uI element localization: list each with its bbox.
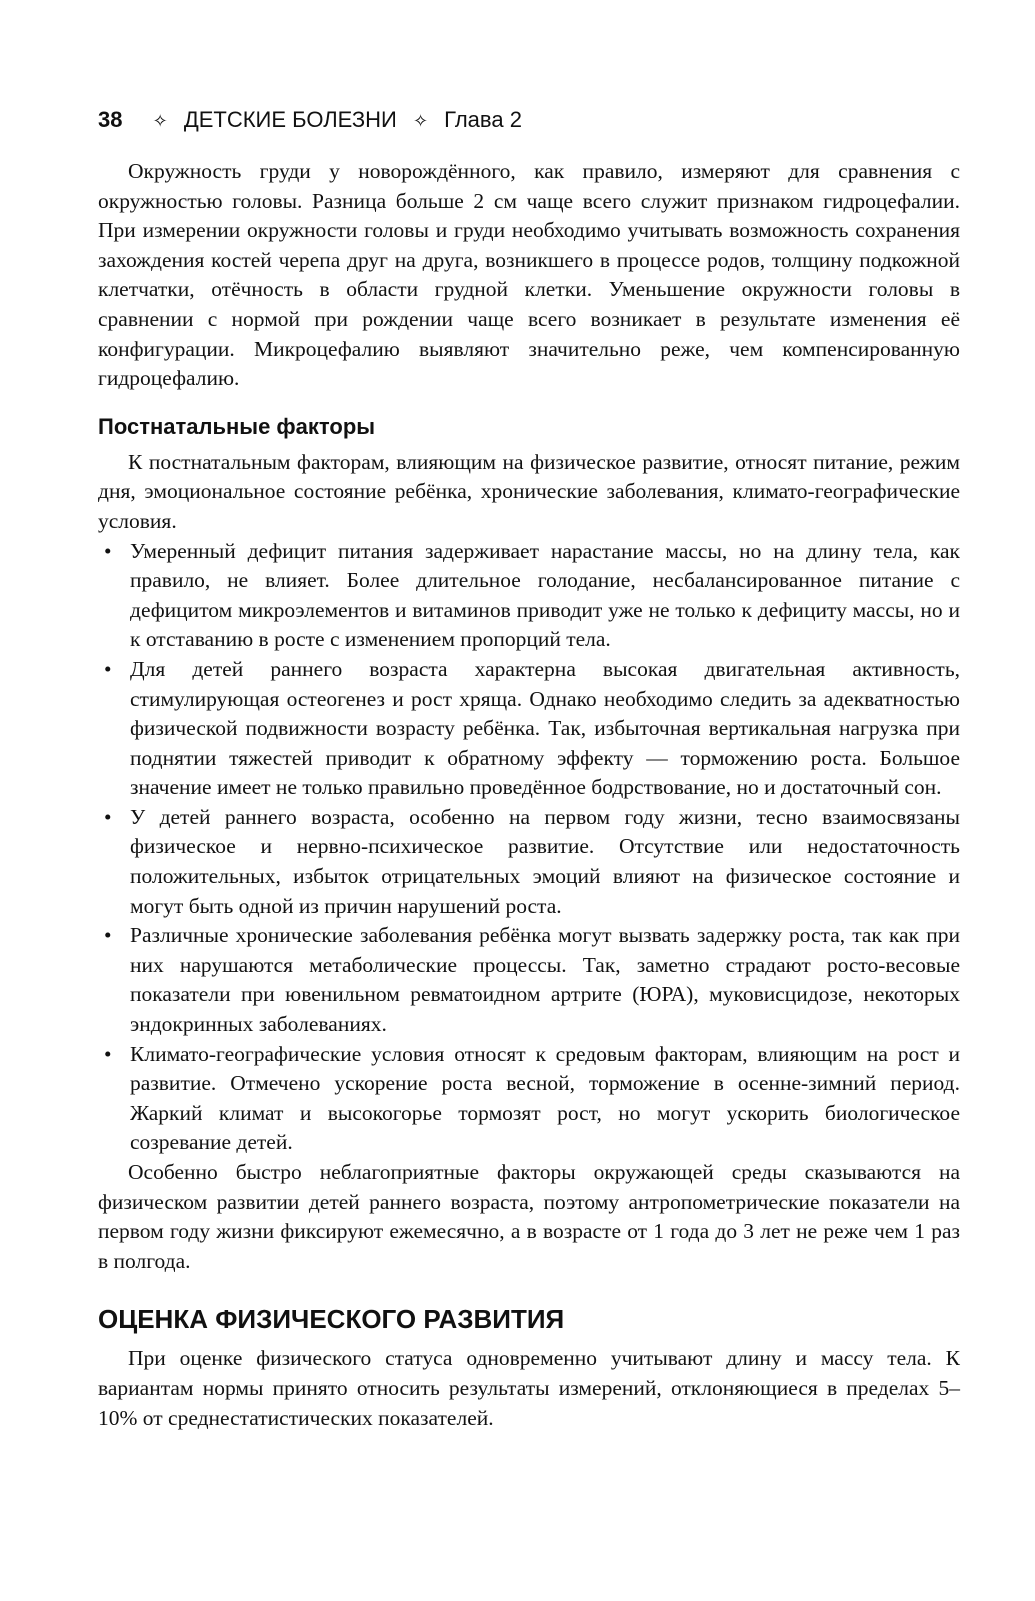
intro-paragraph: Окружность груди у новорождённого, как правило, измеряют для сравнения с окружностью головы. Разница больше 2 см чаще всего служит признаком гидроцефалии. При измерении окружности головы и груди необходимо учитывать возможность сохранения захождения костей черепа друг на друга, возникшего в процессе родов, толщину подкожной клетчатки, отёчность в области грудной клетки. Уменьшение окружности головы в сравнении с нормой при рождении чаще всего возникает в результате изменения её конфигурации. Микроцефалию выявляют значительно реже, чем компенсированную гидроцефалию. bbox=[98, 159, 960, 391]
page-number: 38 bbox=[98, 107, 123, 132]
list-item bbox=[98, 803, 960, 921]
book-page bbox=[98, 104, 960, 1433]
postnatal-factor-list bbox=[98, 537, 960, 1158]
running-head bbox=[98, 104, 960, 137]
bullet-icon: • bbox=[104, 804, 112, 829]
list-item bbox=[98, 1040, 960, 1158]
list-item-text: Умеренный дефицит питания задерживает нарастание массы, но на длину тела, как правило, не влияет. Более длительное голодание, несбалансированное питание с дефицитом микроэлементов и витаминов приводит уже не только к дефициту массы, но и к отставанию в росте с изменением пропорций тела. bbox=[130, 538, 960, 652]
postnatal-closing-paragraph: Особенно быстро неблагоприятные факторы окружающей среды сказываются на физическом развитии детей раннего возраста, поэтому антропометрические показатели на первом году жизни фиксируют ежемесячно, а в возрасте от 1 года до 3 лет не реже чем 1 раз в полгода. bbox=[98, 1160, 960, 1273]
list-item-text: У детей раннего возраста, особенно на первом году жизни, тесно взаимосвязаны физическое и нервно-психическое развитие. Отсутствие или недостаточность положительных, избыток отрицательных эмоций влияют на физическое состояние и могут быть одной из причин нарушений роста. bbox=[130, 804, 960, 918]
list-item-text: Различные хронические заболевания ребёнка могут вызвать задержку роста, так как при них нарушаются метаболические процессы. Так, заметно страдают росто-весовые показатели при ювенильном ревматоидном артрите (ЮРА), муковисцидозе, некоторых эндокринных заболеваниях. bbox=[130, 923, 960, 1037]
postnatal-lead-paragraph: К постнатальным факторам, влияющим на физическое развитие, относят питание, режим дня, эмоциональное состояние ребёнка, хронические заболевания, климато-географические условия. bbox=[98, 449, 960, 533]
bullet-icon: • bbox=[104, 538, 112, 563]
bullet-icon: • bbox=[104, 1041, 112, 1066]
assessment-paragraph: При оценке физического статуса одновременно учитывают длину и массу тела. К вариантам нормы принято относить результаты измерений, отклоняющиеся в пределах 5–10% от среднестатистических показателей. bbox=[98, 1346, 960, 1430]
list-item bbox=[98, 655, 960, 803]
bullet-icon: • bbox=[104, 656, 112, 681]
diamond-separator-icon: ✧ bbox=[152, 111, 168, 131]
diamond-separator-icon: ✧ bbox=[412, 111, 429, 131]
chapter-label: Глава 2 bbox=[444, 107, 522, 132]
book-title: ДЕТСКИЕ БОЛЕЗНИ bbox=[183, 107, 397, 132]
bullet-icon: • bbox=[104, 923, 112, 948]
list-item bbox=[98, 537, 960, 655]
postnatal-heading: Постнатальные факторы bbox=[98, 413, 376, 439]
list-item-text: Климато-географические условия относят к средовым факторам, влияющим на рост и развитие. Отмечено ускорение роста весной, торможение в осенне-зимний период. Жаркий климат и высокогорье тормозят рост, но могут ускорить биологическое созревание детей. bbox=[130, 1041, 960, 1155]
page-body bbox=[98, 157, 960, 1433]
assessment-section-heading: ОЦЕНКА ФИЗИЧЕСКОГО РАЗВИТИЯ bbox=[98, 1304, 565, 1335]
list-item bbox=[98, 921, 960, 1039]
list-item-text: Для детей раннего возраста характерна высокая двигательная активность, стимулирующая остеогенез и рост хряща. Однако необходимо следить за адекватностью физической подвижности возрасту ребёнка. Так, избыточная вертикальная нагрузка при поднятии тяжестей приводит к обратному эффекту — торможению роста. Большое значение имеет не только правильно проведённое бодрствование, но и достаточный сон. bbox=[130, 656, 960, 800]
